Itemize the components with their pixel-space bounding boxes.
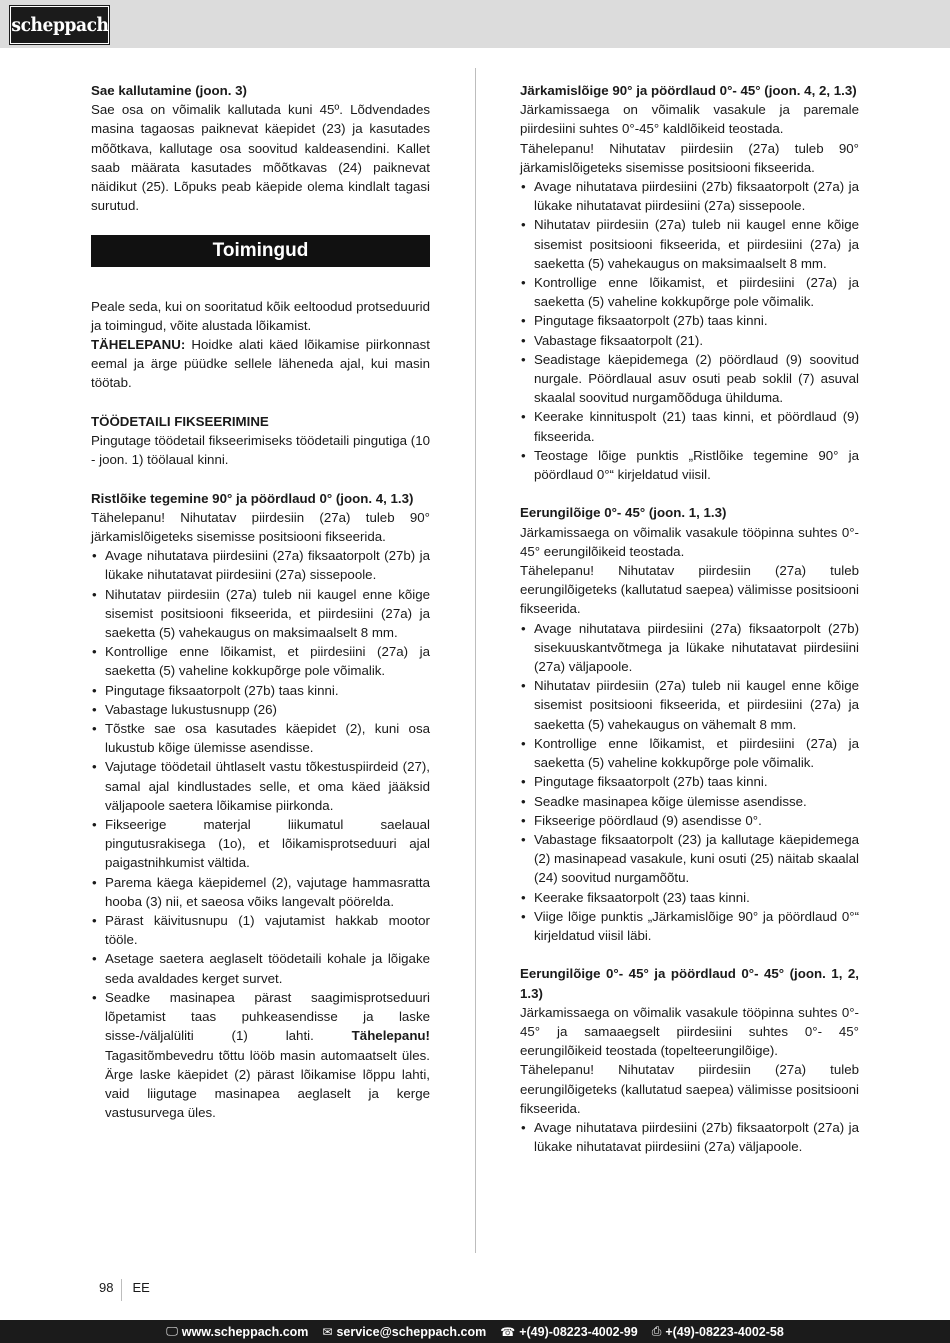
list-item: • Keerake kinnituspolt (21) taas kinni, et pöördlaud (9) fikseerida. [520, 407, 859, 445]
list-item: • Tõstke sae osa kasutades käepidet (2), kuni osa lukustub kõige ülemisse asendisse. [91, 719, 430, 757]
page-number: 98 [99, 1279, 122, 1301]
section-banner: Toimingud [91, 235, 430, 267]
mitre-list [520, 177, 859, 484]
tilt-text: Sae osa on võimalik kallutada kuni 45º. Lõdvendades masina tagaosas paiknevat käepidet (23) ja kasutades mõõtkava, kallutage osa soovitud kaldeasendini. Kallet saab määrata kasutades mõõtkavas (24) paiknevat näidikut (25). Lõpuks peab käepide olema kindlalt tagasi surutud. [91, 102, 430, 214]
logo-text: scheppach [10, 14, 109, 36]
list-item: • Fikseerige pöördlaud (9) asendisse 0°. [520, 811, 859, 830]
compound-heading: Eerungilõige 0°- 45° ja pöördlaud 0°- 45° (joon. 1, 2, 1.3) [520, 966, 859, 1001]
list-item: • Nihutatav piirdesiin (27a) tuleb nii kaugel enne kõige sisemist positsiooni fikseerida, et piirdesiini (27a) ja saeketta (5) vahekaugus on maksimaalselt 8 mm. [91, 585, 430, 643]
mitre-intro: Järkamissaega on võimalik vasakule ja paremale piirdesiini suhtes 0°-45° kaldlõikeid teostada. [520, 102, 859, 137]
list-item: • Avage nihutatava piirdesiini (27b) fiksaatorpolt (27a) ja lükake nihutatavat piirdesiini (27a) väljapoole. [520, 1118, 859, 1156]
warning-text: Hoidke alati käed lõikamise piirkonnast eemal ja ärge püüdke sellele läheneda ajal, kui masin töötab. [91, 337, 430, 391]
fix-heading: TÖÖDETAILI FIKSEERIMINE [91, 413, 269, 429]
list-item: • Seadke masinapea kõige ülemisse asendisse. [520, 792, 859, 811]
compound-section [520, 964, 859, 1156]
column-divider [475, 68, 476, 1253]
list-item: • Avage nihutatava piirdesiini (27a) fiksaatorpolt (27b) ja lükake nihutatavat piirdesiini (27a) sissepoole. [91, 546, 430, 584]
bevel-list [520, 619, 859, 945]
compound-note: Tähelepanu! Nihutatav piirdesiin (27a) tuleb eerungilõigeteks (kallutatud saepea) välimisse positsiooni fikseerida. [520, 1062, 859, 1116]
list-item: • Pingutage fiksaatorpolt (27b) taas kinni. [91, 681, 430, 700]
warning-paragraph [91, 335, 430, 393]
top-bar [0, 0, 950, 48]
list-item: • Seadistage käepidemega (2) pöördlaud (9) soovitud nurgale. Pöördlaual asuv osuti peab soklil (7) asuval skaalal soovitud nurgamõõduga ühilduma. [520, 350, 859, 408]
language-code: EE [132, 1280, 150, 1295]
scheppach-logo [10, 6, 109, 44]
footer-email[interactable] [322, 1325, 486, 1339]
cross-cut-section [91, 489, 430, 1123]
list-item: • Avage nihutatava piirdesiini (27a) fiksaatorpolt (27b) sisekuuskantvõtmega ja lükake nihutatavat piirdesiini (27a) väljapoole. [520, 619, 859, 677]
warning-label: TÄHELEPANU: [91, 337, 186, 353]
fix-section [91, 412, 430, 470]
list-item: • Nihutatav piirdesiin (27a) tuleb nii kaugel enne kõige sisemist positsiooni fikseerida, et piirdesiini (27a) ja saeketta (5) vahekaugus on vähemalt 8 mm. [520, 676, 859, 734]
list-item: • Teostage lõige punktis „Ristlõike tegemine 90° ja pöördlaud 0°“ kirjeldatud viisil. [520, 446, 859, 484]
compound-intro: Järkamissaega on võimalik vasakule tööpinna suhtes 0°- 45° ja samaaegselt piirdesiini suhtes 0°- 45° eerungilõikeid teostada (topelteerungilõige). [520, 1004, 859, 1059]
computer-icon: 🖵 [166, 1324, 178, 1338]
fix-text: Pingutage töödetail fikseerimiseks töödetaili pingutiga (10 - joon. 1) töölaual kinni. [91, 433, 430, 468]
list-item: • Viige lõige punktis „Järkamislõige 90° ja pöördlaud 0°“ kirjeldatud viisil läbi. [520, 907, 859, 945]
list-item: • Pingutage fiksaatorpolt (27b) taas kinni. [520, 311, 859, 330]
footer-phone [500, 1325, 637, 1339]
fax-icon: ⎙ [651, 1324, 662, 1338]
list-item: • Parema käega käepidemel (2), vajutage hammasratta hooba (3) nii, et saeosa võiks langevalt pöörelda. [91, 873, 430, 911]
bevel-note: Tähelepanu! Nihutatav piirdesiin (27a) tuleb eerungilõigeteks (kallutatud saepea) välimisse positsiooni fikseerida. [520, 563, 859, 617]
phone-text: +(49)-08223-4002-99 [519, 1324, 638, 1339]
list-item: • Kontrollige enne lõikamist, et piirdesiini (27a) ja saeketta (5) vaheline kokkupõrge pole võimalik. [520, 734, 859, 772]
list-item: • Vajutage töödetail ühtlaselt vastu tõkestuspiirdeid (27), samal ajal kindlustades selle, et oma käed jääksid väljapoole saetera lõikamise piirkonda. [91, 757, 430, 815]
cross-cut-list [91, 546, 430, 1122]
list-item: • Keerake fiksaatorpolt (23) taas kinni. [520, 888, 859, 907]
tilt-heading: Sae kallutamine (joon. 3) [91, 83, 247, 98]
mitre-note: Tähelepanu! Nihutatav piirdesiin (27a) tuleb 90° järkamislõigeteks sisemisse positsiooni fikseerida. [520, 140, 859, 175]
phone-icon: ☎ [500, 1324, 516, 1339]
list-item: • Fikseerige materjal liikumatul saelaual pingutusrakisega (1o), et lõikamisprotseduuri ajal paigastnihkumist vältida. [91, 815, 430, 873]
bevel-heading: Eerungilõige 0°- 45° (joon. 1, 1.3) [520, 505, 727, 521]
attention-label: Tähelepanu! [351, 1028, 430, 1044]
cross-cut-heading: Ristlõike tegemine 90° ja pöördlaud 0° (joon. 4, 1.3) [91, 490, 414, 506]
list-item: • Kontrollige enne lõikamist, et piirdesiini (27a) ja saeketta (5) vaheline kokkupõrge pole võimalik. [520, 273, 859, 311]
left-column [91, 81, 430, 1142]
footer-fax [652, 1324, 784, 1339]
list-item: • Vabastage fiksaatorpolt (23) ja kallutage käepidemega (2) masinapead vasakule, kuni osuti (25) näitab skaalal (24) soovitud nurgamõõtu. [520, 830, 859, 888]
cross-cut-note: Tähelepanu! Nihutatav piirdesiin (27a) tuleb 90° järkamislõigeteks sisemisse positsiooni fikseerida. [91, 509, 430, 545]
list-item: • Asetage saetera aeglaselt töödetaili kohale ja lõigake seda avaldades kerget survet. [91, 949, 430, 987]
list-item: • Pingutage fiksaatorpolt (27b) taas kinni. [520, 772, 859, 791]
email-text: service@scheppach.com [336, 1324, 487, 1339]
tilt-section [91, 81, 430, 215]
intro-text: Peale seda, kui on sooritatud kõik eeltoodud protseduurid ja toimingud, võite alustada lõikamist. [91, 298, 430, 333]
right-column [520, 81, 859, 1176]
mail-icon: ✉ [322, 1324, 333, 1339]
compound-list [520, 1118, 859, 1156]
mitre-heading: Järkamislõige 90° ja pöördlaud 0°- 45° (joon. 4, 2, 1.3) [520, 83, 857, 98]
list-item [91, 988, 430, 1122]
list-item-text: Tagasitõmbevedru tõttu lööb masin automaatselt üles. Ärge laske käepidet (2) pärast lõikamise lõppu lahti, vaid liigutage masinapea aeglaselt ja kerge vastusurvega üles. [105, 1047, 430, 1121]
website-text: www.scheppach.com [181, 1324, 309, 1339]
contact-footer [0, 1320, 950, 1343]
footer-website[interactable] [166, 1324, 308, 1339]
bevel-intro: Järkamissaega on võimalik vasakule tööpinna suhtes 0°- 45° eerungilõikeid teostada. [520, 524, 859, 559]
list-item: • Nihutatav piirdesiin (27a) tuleb nii kaugel enne kõige sisemist positsiooni fikseerida, et piirdesiini (27a) ja saeketta (5) vahekaugus on maksimaalselt 8 mm. [520, 215, 859, 273]
fax-text: +(49)-08223-4002-58 [665, 1324, 784, 1339]
intro-section [91, 297, 430, 393]
list-item: • Pärast käivitusnupu (1) vajutamist hakkab mootor tööle. [91, 911, 430, 949]
list-item-text: Seadke masinapea pärast saagimisprotseduuri lõpetamist taas puhkeasendisse ja laske sisse-/väljalüliti (1) lahti. [105, 989, 430, 1044]
list-item: • Vabastage fiksaatorpolt (21). [520, 331, 859, 350]
list-item: • Avage nihutatava piirdesiini (27b) fiksaatorpolt (27a) ja lükake nihutatavat piirdesiini (27a) sissepoole. [520, 177, 859, 215]
bevel-section [520, 503, 859, 945]
list-item: • Vabastage lukustusnupp (26) [91, 700, 430, 719]
page-info [99, 1279, 150, 1301]
list-item: • Kontrollige enne lõikamist, et piirdesiini (27a) ja saeketta (5) vaheline kokkupõrge pole võimalik. [91, 642, 430, 680]
mitre-section [520, 81, 859, 484]
